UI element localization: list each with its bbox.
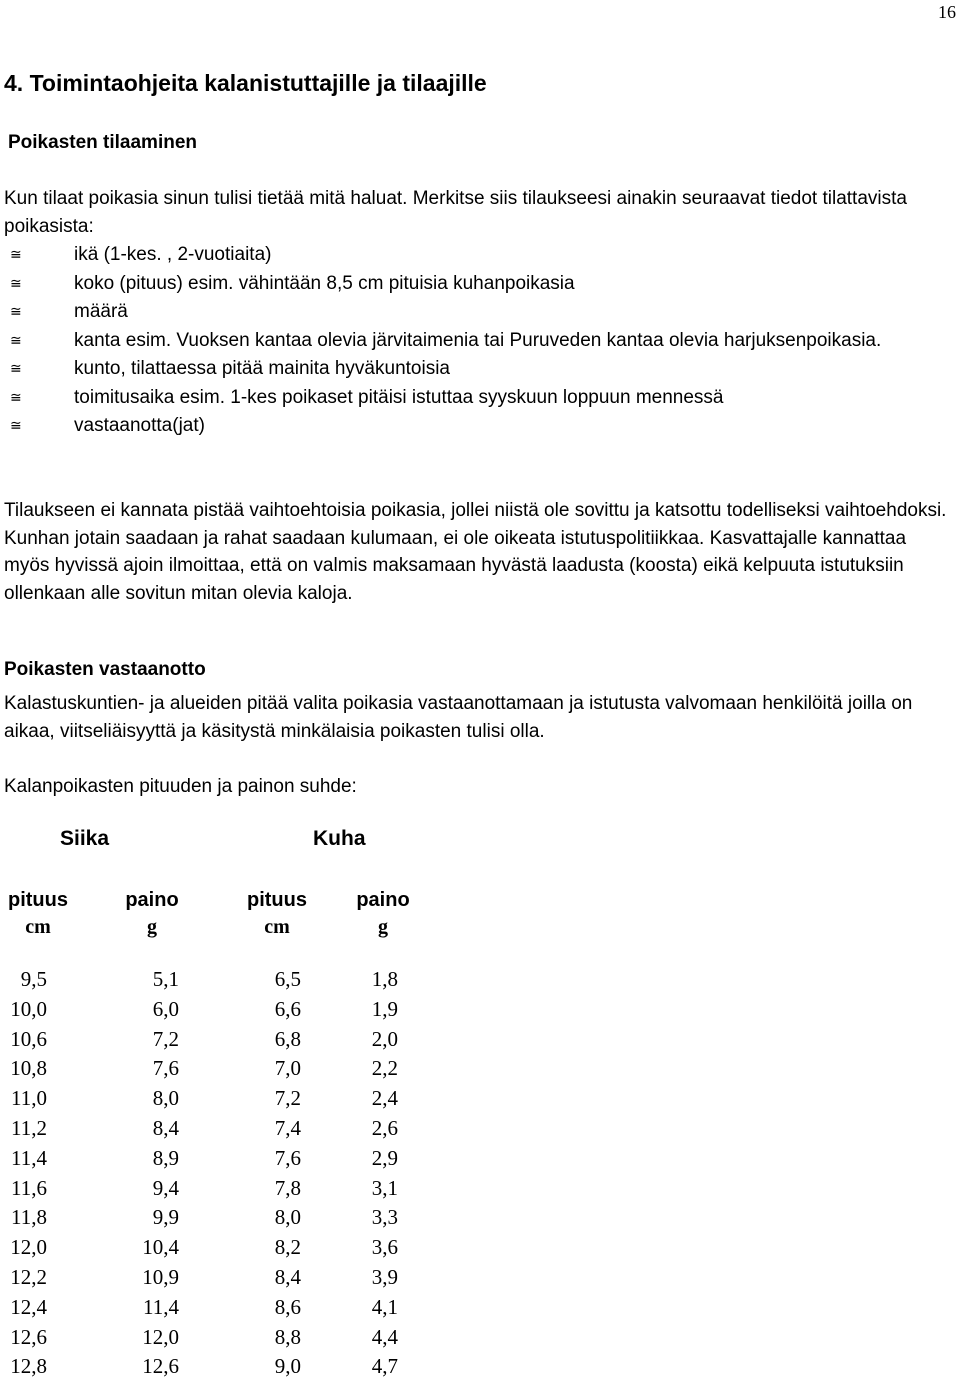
table-cell: 8,0 [152, 1086, 179, 1111]
table-caption: Kalanpoikasten pituuden ja painon suhde: [4, 776, 357, 797]
table-row [0, 1325, 398, 1355]
table-cell: 12,8 [10, 1354, 47, 1379]
table-cell: 5,1 [152, 967, 179, 991]
table-cell: 10,4 [142, 1235, 179, 1260]
table-cell: 11,4 [143, 1294, 179, 1319]
table-cell: 8,4 [274, 1264, 301, 1289]
list-item [4, 327, 954, 356]
table-row [0, 1354, 398, 1384]
page-number: 16 [938, 2, 956, 22]
list-item [4, 384, 954, 413]
list-item-text: määrä [74, 301, 128, 322]
table-cell: 4,4 [371, 1324, 398, 1349]
table-cell: 2,9 [371, 1145, 398, 1170]
table-row [0, 1235, 398, 1265]
table-cell: 12,4 [10, 1294, 47, 1319]
table-row [0, 1265, 398, 1295]
table-cell: 2,6 [371, 1115, 398, 1140]
approx-equal-bullet-icon: ≅ [10, 389, 22, 406]
table-cell: 12,6 [142, 1354, 179, 1379]
table-cell: 10,0 [10, 996, 47, 1021]
table-cell: 11,4 [11, 1145, 47, 1170]
table-cell: 3,1 [371, 1175, 398, 1200]
column-label: paino [356, 889, 410, 911]
table-cell: 4,7 [371, 1354, 398, 1379]
table-cell: 7,2 [152, 1026, 179, 1051]
table-row [0, 1295, 398, 1325]
ordering-intro-paragraph: Kun tilaat poikasia sinun tulisi tietää mitä haluat. Merkitse siis tilaukseesi ainakin seuraavat tiedot tilattavista poikasista: [4, 188, 907, 237]
table-cell: 6,6 [274, 996, 301, 1021]
column-label: pituus [247, 889, 307, 911]
column-unit: cm [264, 916, 290, 938]
list-item [4, 270, 954, 299]
table-cell: 12,0 [142, 1324, 179, 1349]
table-cell: 9,5 [20, 967, 47, 991]
table-cell: 8,4 [152, 1115, 179, 1140]
table-row [0, 997, 398, 1027]
table-cell: 8,2 [274, 1235, 301, 1260]
table-row [0, 1027, 398, 1057]
list-item-text: vastaanotta(jat) [74, 415, 205, 436]
list-item [4, 412, 954, 441]
table-cell: 2,0 [371, 1026, 398, 1051]
list-item-text: ikä (1-kes. , 2-vuotiaita) [74, 244, 272, 265]
table-cell: 12,2 [10, 1264, 47, 1289]
table-cell: 3,3 [371, 1205, 398, 1230]
approx-equal-bullet-icon: ≅ [10, 332, 22, 349]
ordering-checklist [4, 241, 954, 441]
table-cell: 4,1 [371, 1294, 398, 1319]
table-cell: 12,0 [10, 1235, 47, 1260]
length-weight-table [0, 967, 398, 1384]
table-row [0, 1116, 398, 1146]
approx-equal-bullet-icon: ≅ [10, 275, 22, 292]
table-cell: 8,9 [152, 1145, 179, 1170]
column-header [346, 887, 420, 941]
table-cell: 7,2 [274, 1086, 301, 1111]
table-cell: 3,6 [371, 1235, 398, 1260]
chapter-title: 4. Toimintaohjeita kalanistuttajille ja tilaajille [4, 70, 487, 96]
list-item-text: toimitusaika esim. 1-kes poikaset pitäisi istuttaa syyskuun loppuun mennessä [74, 386, 724, 408]
column-header [0, 887, 76, 941]
list-item-text: koko (pituus) esim. vähintään 8,5 cm pituisia kuhanpoikasia [74, 272, 575, 294]
group-header-siika: Siika [60, 827, 110, 850]
table-row [0, 1205, 398, 1235]
table-row [0, 1146, 398, 1176]
table-cell: 7,6 [152, 1056, 179, 1081]
table-cell: 8,0 [274, 1205, 301, 1230]
table-cell: 11,2 [11, 1115, 47, 1140]
table-cell: 7,4 [274, 1115, 301, 1140]
list-item-text: kanta esim. Vuoksen kantaa olevia järvitaimenia tai Puruveden kantaa olevia harjuksenpoikasia. [74, 329, 882, 351]
section-title-ordering: Poikasten tilaaminen [8, 132, 198, 153]
table-cell: 10,8 [10, 1056, 47, 1081]
table-cell: 6,8 [274, 1026, 301, 1051]
table-cell: 7,8 [274, 1175, 301, 1200]
approx-equal-bullet-icon: ≅ [10, 361, 22, 377]
column-header [115, 887, 189, 941]
table-cell: 10,6 [10, 1026, 47, 1051]
approx-equal-bullet-icon: ≅ [10, 304, 22, 320]
list-item-text: kunto, tilattaessa pitää mainita hyväkuntoisia [74, 358, 450, 379]
table-row [0, 1176, 398, 1206]
table-cell: 3,9 [371, 1264, 398, 1289]
table-cell: 9,9 [152, 1205, 179, 1230]
table-row [0, 1086, 398, 1116]
column-header [238, 887, 316, 941]
column-unit: g [147, 916, 157, 938]
table-cell: 12,6 [10, 1324, 47, 1349]
approx-equal-bullet-icon: ≅ [10, 247, 22, 263]
table-cell: 7,0 [274, 1056, 301, 1081]
section-title-reception: Poikasten vastaanotto [4, 659, 206, 680]
group-header-kuha: Kuha [313, 827, 366, 850]
table-cell: 10,9 [142, 1264, 179, 1289]
ordering-closing-paragraph: Tilaukseen ei kannata pistää vaihtoehtoisia poikasia, jollei niistä ole sovittu ja katsottu todelliseksi vaihtoehdoksi. Kunhan jotain saadaan ja rahat saadaan kulumaan, ei ole oikeata istutuspolitiikkaa. Kasvattajalle kannattaa myös hyvissä ajoin ilmoittaa, että on valmis maksamaan hyvästä laadusta (koosta) eikä kelpuuta istutuksiin ollenkaan alle sovitun mitan olevia kaloja. [4, 500, 947, 604]
table-cell: 9,4 [152, 1175, 179, 1200]
table-cell: 2,2 [371, 1056, 398, 1081]
approx-equal-bullet-icon: ≅ [10, 418, 22, 434]
column-label: paino [125, 889, 179, 911]
column-unit: cm [25, 916, 51, 938]
table-cell: 11,0 [11, 1086, 47, 1111]
list-item [4, 355, 954, 384]
table-cell: 8,6 [274, 1294, 301, 1319]
table-cell: 7,6 [274, 1145, 301, 1170]
list-item [4, 298, 954, 327]
table-row [0, 1056, 398, 1086]
column-label: pituus [8, 889, 68, 911]
table-cell: 8,8 [274, 1324, 301, 1349]
table-cell: 2,4 [371, 1086, 398, 1111]
table-row [0, 967, 398, 997]
table-cell: 9,0 [274, 1354, 301, 1379]
column-unit: g [378, 916, 388, 938]
table-cell: 6,0 [152, 996, 179, 1021]
reception-paragraph: Kalastuskuntien- ja alueiden pitää valita poikasia vastaanottamaan ja istutusta valvomaan henkilöitä joilla on aikaa, viitseliäisyyttä ja käsitystä minkälaisia poikasten tulisi olla. [4, 693, 913, 742]
table-cell: 1,8 [371, 967, 398, 991]
table-cell: 1,9 [371, 996, 398, 1021]
table-cell: 6,5 [274, 967, 301, 991]
list-item [4, 241, 954, 270]
table-cell: 11,8 [11, 1205, 47, 1230]
table-cell: 11,6 [11, 1175, 47, 1200]
table-body [0, 967, 398, 1384]
